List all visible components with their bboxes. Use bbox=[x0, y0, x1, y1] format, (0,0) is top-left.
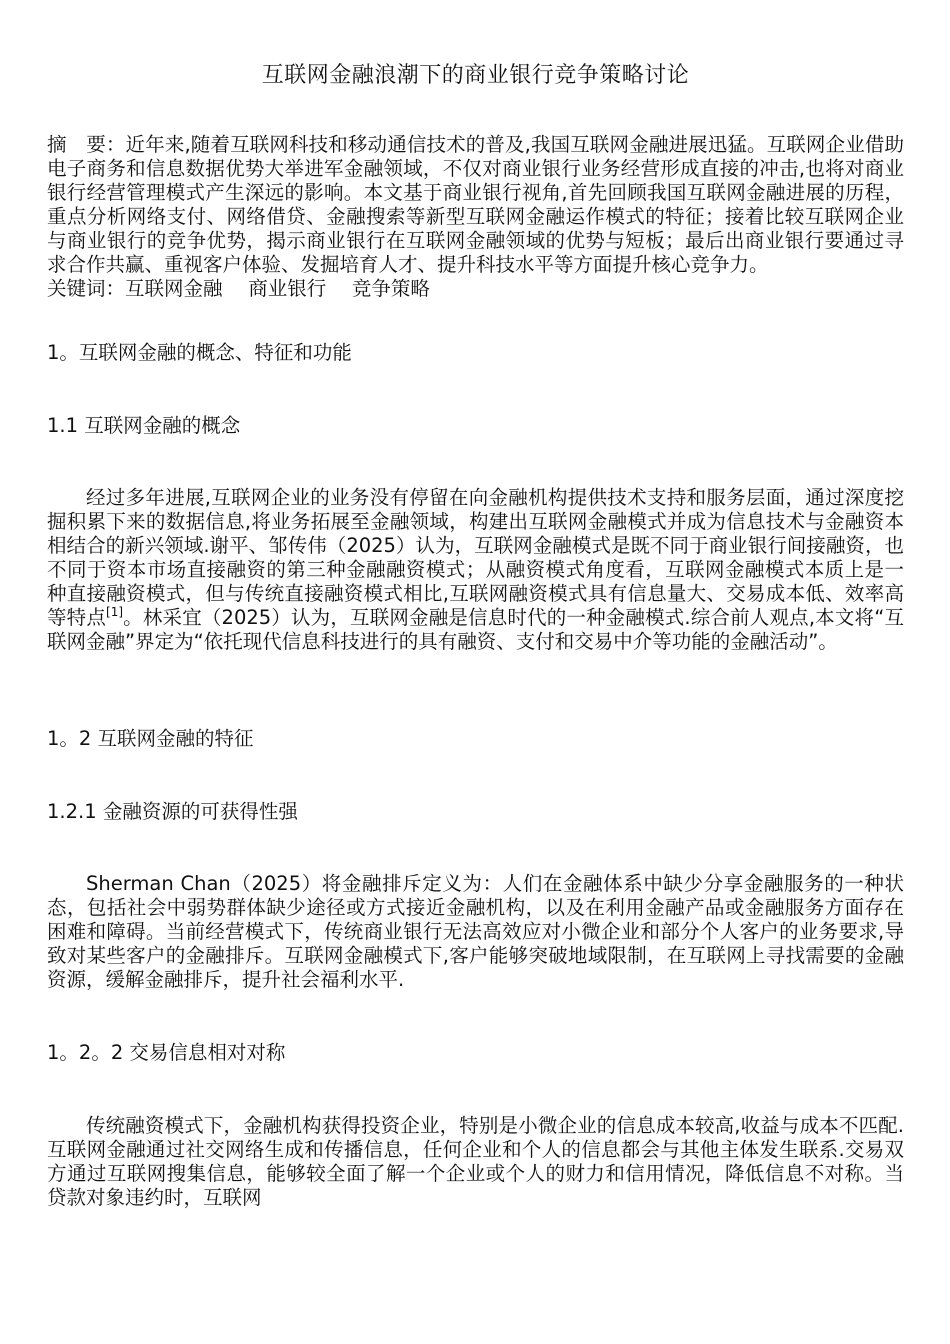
paragraph-1-2-2: 传统融资模式下，金融机构获得投资企业，特别是小微企业的信息成本较高,收益与成本不匹配.互联网金融通过社交网络生成和传播信息，任何企业和个人的信息都会与其他主体发生联系.交易双方通过互联网搜集信息，能够较全面了解一个企业或个人的财力和信用情况，降低信息不对称。当贷款对象违约时，互联网 bbox=[47, 1114, 904, 1209]
section-heading-1-2-1: 1.2.1 金融资源的可获得性强 bbox=[47, 800, 298, 823]
paragraph-1-1 bbox=[47, 486, 904, 654]
paragraph-1-1-part-a: 经过多年进展,互联网企业的业务没有停留在向金融机构提供技术支持和服务层面，通过深度挖掘积累下来的数据信息,将业务拓展至金融领域，构建出互联网金融模式并成为信息技术与金融资本相结合的新兴领域.谢平、邹传伟（2025）认为，互联网金融模式是既不同于商业银行间接融资，也不同于资本市场直接融资的第三种金融融资模式；从融资模式角度看，互联网金融模式本质上是一种直接融资模式，但与传统直接融资模式相比,互联网融资模式具有信息量大、交易成本低、效率高等特点 bbox=[47, 486, 904, 629]
paragraph-1-1-part-b: 。林采宜（2025）认为，互联网金融是信息时代的一种金融模式.综合前人观点,本文将“互联网金融”界定为“依托现代信息科技进行的具有融资、支付和交易中介等功能的金融活动”。 bbox=[47, 606, 904, 653]
section-heading-1-1: 1.1 互联网金融的概念 bbox=[47, 414, 241, 437]
section-heading-1-2-2: 1。2。2 交易信息相对对称 bbox=[47, 1041, 286, 1064]
paragraph-1-2-1: Sherman Chan（2025）将金融排斥定义为：人们在金融体系中缺少分享金融服务的一种状态，包括社会中弱势群体缺少途径或方式接近金融机构，以及在利用金融产品或金融服务方面存在困难和障碍。当前经营模式下，传统商业银行无法高效应对小微企业和部分个人客户的业务要求,导致对某些客户的金融排斥。互联网金融模式下,客户能够突破地域限制，在互联网上寻找需要的金融资源，缓解金融排斥，提升社会福利水平. bbox=[47, 872, 904, 991]
paper-title: 互联网金融浪潮下的商业银行竞争策略讨论 bbox=[261, 63, 690, 88]
section-heading-1: 1。互联网金融的概念、特征和功能 bbox=[47, 341, 352, 364]
keywords: 关键词：互联网金融 商业银行 竞争策略 bbox=[47, 277, 430, 300]
section-heading-1-2: 1。2 互联网金融的特征 bbox=[47, 727, 254, 750]
abstract: 摘 要：近年来,随着互联网科技和移动通信技术的普及,我国互联网金融进展迅猛。互联网企业借助电子商务和信息数据优势大举进军金融领域，不仅对商业银行业务经营形成直接的冲击,也将对商业银行经营管理模式产生深远的影响。本文基于商业银行视角,首先回顾我国互联网金融进展的历程，重点分析网络支付、网络借贷、金融搜索等新型互联网金融运作模式的特征；接着比较互联网企业与商业银行的竞争优势，揭示商业银行在互联网金融领域的优势与短板；最后出商业银行要通过寻求合作共赢、重视客户体验、发掘培育人才、提升科技水平等方面提升核心竞争力。 bbox=[47, 133, 904, 276]
citation-ref-1[interactable]: [1] bbox=[106, 605, 124, 619]
